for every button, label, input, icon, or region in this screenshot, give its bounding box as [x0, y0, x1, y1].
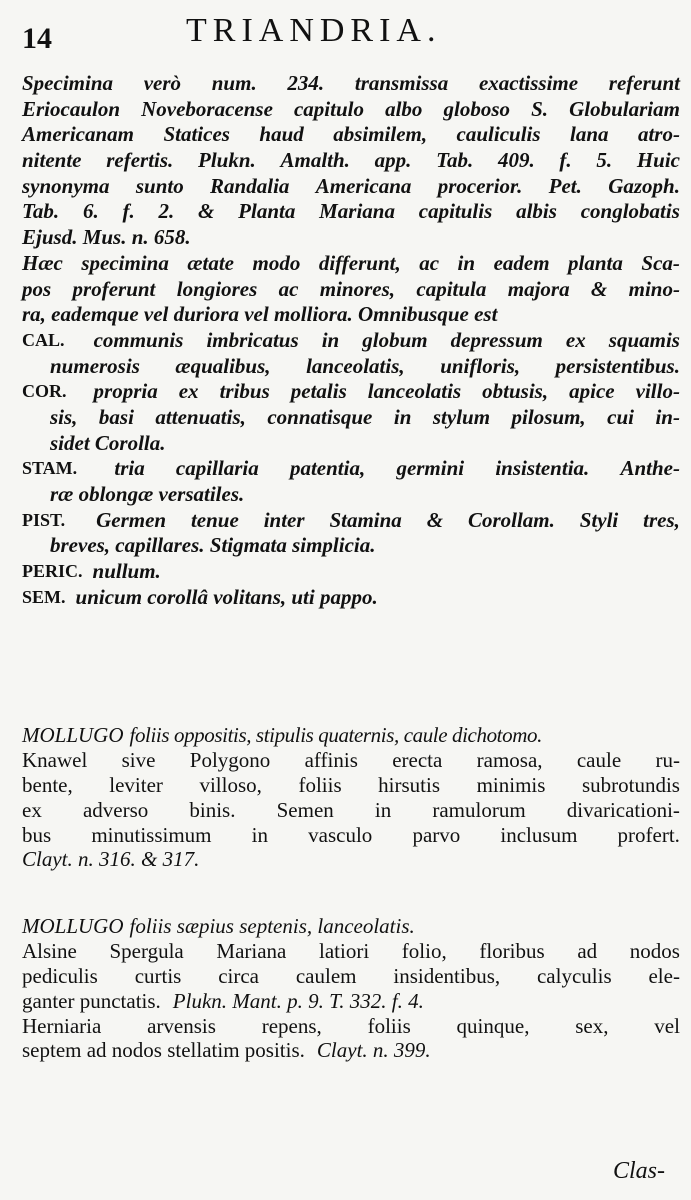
text-line: Herniaria arvensis repens, foliis quinque, sex, vel — [22, 1013, 680, 1038]
calyx-line: numerosis æqualibus, lanceolatis, unifloris, persistentibus. — [50, 353, 680, 378]
text-line: Knawel sive Polygono affinis erecta ramosa, caule ru- — [22, 747, 680, 772]
pericarp-line: PERIC. nullum. — [22, 559, 161, 584]
reference-line: Clayt. n. 316. & 317. — [22, 847, 200, 872]
page-number: 14 — [22, 22, 52, 55]
text-line: nitente refertis. Plukn. Amalth. app. Tab. 409. f. 5. Huic — [22, 148, 680, 173]
text-line: septem ad nodos stellatim positis. Clayt. n. 399. — [22, 1038, 431, 1063]
seed-line: SEM. unicum corollâ volitans, uti pappo. — [22, 584, 378, 609]
mollugo-entry-2 — [22, 914, 680, 1063]
text-line: ganter punctatis. Plukn. Mant. p. 9. T. 332. f. 4. — [22, 988, 424, 1013]
calyx-label: CAL. — [22, 329, 65, 350]
genus-name: MOLLUGO — [22, 914, 124, 938]
entry-heading — [22, 914, 680, 939]
text-line: Eriocaulon Noveboracense capitulo albo globoso S. Globulariam — [22, 96, 680, 121]
text-line: bente, leviter villoso, foliis hirsutis minimis subrotundis — [22, 772, 680, 797]
text-line: Americanam Statices haud absimilem, cauliculis lana atro- — [22, 122, 680, 147]
text-line: synonyma sunto Randalia Americana procerior. Pet. Gazoph. — [22, 173, 680, 198]
stamen-line: STAM. tria capillaria patentia, germini insistentia. Anthe- — [22, 456, 680, 481]
stamen-line: ræ oblongæ versatiles. — [50, 482, 245, 506]
text-line: ex adverso binis. Semen in ramulorum divaricationi- — [22, 797, 680, 822]
text-line: Specimina verò num. 234. transmissa exactissime referunt — [22, 71, 680, 95]
genus-name: MOLLUGO — [22, 723, 124, 747]
corolla-line: sidet Corolla. — [50, 430, 166, 455]
corolla-line: COR. propria ex tribus petalis lanceolatis obtusis, apice villo- — [22, 379, 680, 404]
diagnosis: foliis sæpius septenis, lanceolatis. — [129, 914, 415, 938]
text-line: Hæc specimina ætate modo differunt, ac in eadem planta Sca- — [22, 250, 680, 275]
text-line: ra, eademque vel duriora vel molliora. Omnibusque est — [22, 302, 498, 327]
text-line: pediculis curtis circa caulem insidentibus, calyculis ele- — [22, 963, 680, 988]
calyx-line: CAL. communis imbricatus in globum depressum ex squamis — [22, 327, 680, 352]
corolla-label: COR. — [22, 381, 67, 402]
seed-label: SEM. — [22, 586, 66, 607]
pistil-line: PIST. Germen tenue inter Stamina & Corollam. Styli tres, — [22, 507, 680, 532]
stamen-label: STAM. — [22, 458, 78, 479]
text-line: Ejusd. Mus. n. 658. — [22, 225, 191, 250]
pericarp-label: PERIC. — [22, 561, 83, 582]
mollugo-entry-1 — [22, 723, 680, 872]
text-line: Alsine Spergula Mariana latiori folio, floribus ad nodos — [22, 938, 680, 963]
text-line: pos proferunt longiores ac minores, capitula majora & mino- — [22, 276, 680, 301]
catchword: Clas- — [612, 1158, 665, 1184]
pistil-label: PIST. — [22, 509, 66, 530]
running-head: TRIANDRIA. — [186, 12, 442, 49]
entry-heading — [22, 723, 680, 748]
pistil-line: breves, capillares. Stigmata simplicia. — [50, 533, 376, 558]
description-block — [22, 71, 680, 610]
text-line: Tab. 6. f. 2. & Planta Mariana capitulis albis conglobatis — [22, 199, 680, 224]
diagnosis: foliis oppositis, stipulis quaternis, caule dichotomo. — [129, 723, 542, 747]
corolla-line: sis, basi attenuatis, connatisque in stylum pilosum, cui in- — [50, 404, 680, 429]
text-line: bus minutissimum in vasculo parvo inclusum profert. — [22, 822, 680, 847]
